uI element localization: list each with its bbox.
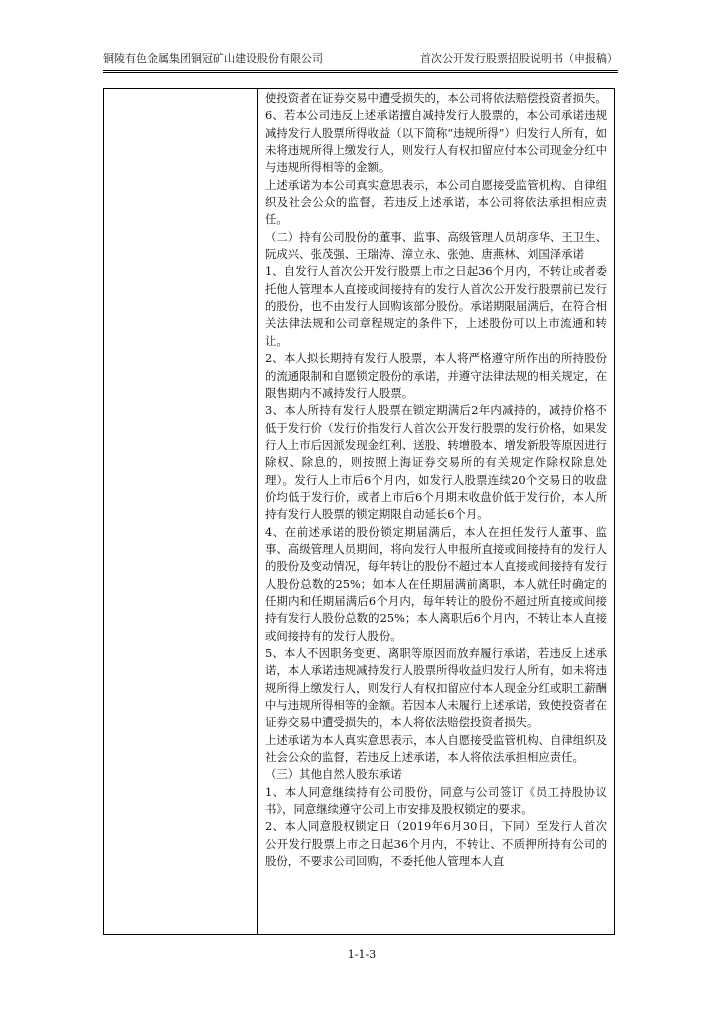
header-rule-bottom <box>103 72 618 73</box>
paragraph: 2、本人同意股权锁定日（2019年6月30日，下同）至发行人首次公开发行股票上市之日起36个月内，不转让、不质押所持有公司的股份，不要求公司回购，不委托他人管理本人直 <box>265 819 607 869</box>
paragraph: （三）其他自然人股东承诺 <box>265 767 402 782</box>
paragraph: 上述承诺为本人真实意思表示，本人自愿接受监管机构、自律组织及社会公众的监督，若违反上述承诺，本人将依法承担相应责任。 <box>265 732 607 765</box>
table-right-column <box>258 89 614 934</box>
header-rule-top <box>103 70 618 71</box>
paragraph: 5、本人不因职务变更、离职等原因而放弃履行承诺，若违反上述承诺，本人承诺违规减持发行人股票所得收益归发行人所有，如未将违规所得上缴发行人，则发行人有权扣留应付本人现金分红或职工薪酬中与违规所得相等的金额。若因本人未履行上述承诺，致使投资者在证券交易中遭受损失的，本人将依法赔偿投资者损失。 <box>265 646 607 730</box>
commitment-table <box>103 88 615 935</box>
paragraph: 上述承诺为本公司真实意思表示，本公司自愿接受监管机构、自律组织及社会公众的监督，若违反上述承诺，本公司将依法承担相应责任。 <box>265 177 607 227</box>
paragraph: 2、本人拟长期持有发行人股票，本人将严格遵守所作出的所持股份的流通限制和自愿锁定股份的承诺，并遵守法律法规的相关规定，在限售期内不减持发行人股票。 <box>265 351 607 400</box>
paragraph: 使投资者在证券交易中遭受损失的，本公司将依法赔偿投资者损失。 <box>265 91 607 105</box>
paragraph: 6、若本公司违反上述承诺擅自减持发行人股票的，本公司承诺违规减持发行人股票所得收益（以下简称“违规所得”）归发行人所有，如未将违规所得上缴发行人，则发行人有权扣留应付本公司现金分红中与违规所得相等的金额。 <box>265 108 607 175</box>
paragraph: （二）持有公司股份的董事、监事、高级管理人员胡彦华、王卫生、阮成兴、张茂强、王瑞涛、漳立永、张弛、唐燕林、刘国泽承诺 <box>265 229 607 262</box>
paragraph: 1、本人同意继续持有公司股份，同意与公司签订《员工持股协议书》，同意继续遵守公司上市安排及股权锁定的要求。 <box>265 784 607 817</box>
page-number: 1-1-3 <box>347 948 377 961</box>
paragraph: 1、自发行人首次公开发行股票上市之日起36个月内，不转让或者委托他人管理本人直接或间接持有的发行人首次公开发行股票前已发行的股份，也不由发行人回购该部分股份。承诺期限届满后，在符合相关法律法规和公司章程规定的条件下，上述股份可以上市流通和转让。 <box>265 264 607 348</box>
table-left-column <box>104 89 258 934</box>
header-company-name: 铜陵有色金属集团铜冠矿山建设股份有限公司 <box>103 52 323 65</box>
paragraph: 4、在前述承诺的股份锁定期届满后，本人在担任发行人董事、监事、高级管理人员期间，将向发行人申报所直接或间接持有的发行人的股份及变动情况，每年转让的股份不超过本人直接或间接持有发行人股份总数的25%；如本人在任期届满前离职，本人就任时确定的任期内和任期届满后6个月内，每年转让的股份不超过所直接或间接持有发行人股份总数的25%；本人离职后6个月内，不转让本人直接或间接持有的发行人股份。 <box>265 524 607 643</box>
header-document-title: 首次公开发行股票招股说明书（申报稿） <box>420 52 618 65</box>
paragraph: 3、本人所持有发行人股票在锁定期满后2年内减持的，减持价格不低于发行价（发行价指发行人首次公开发行股票的发行价格，如果发行人上市后因派发现金红利、送股、转增股本、增发新股等原因进行除权、除息的，则按照上海证券交易所的有关规定作除权除息处理）。发行人上市后6个月内，如发行人股票连续20个交易日的收盘价均低于发行价，或者上市后6个月期末收盘价低于发行价，本人所持有发行人股票的锁定期限自动延长6个月。 <box>265 403 607 522</box>
page-header <box>103 50 618 68</box>
